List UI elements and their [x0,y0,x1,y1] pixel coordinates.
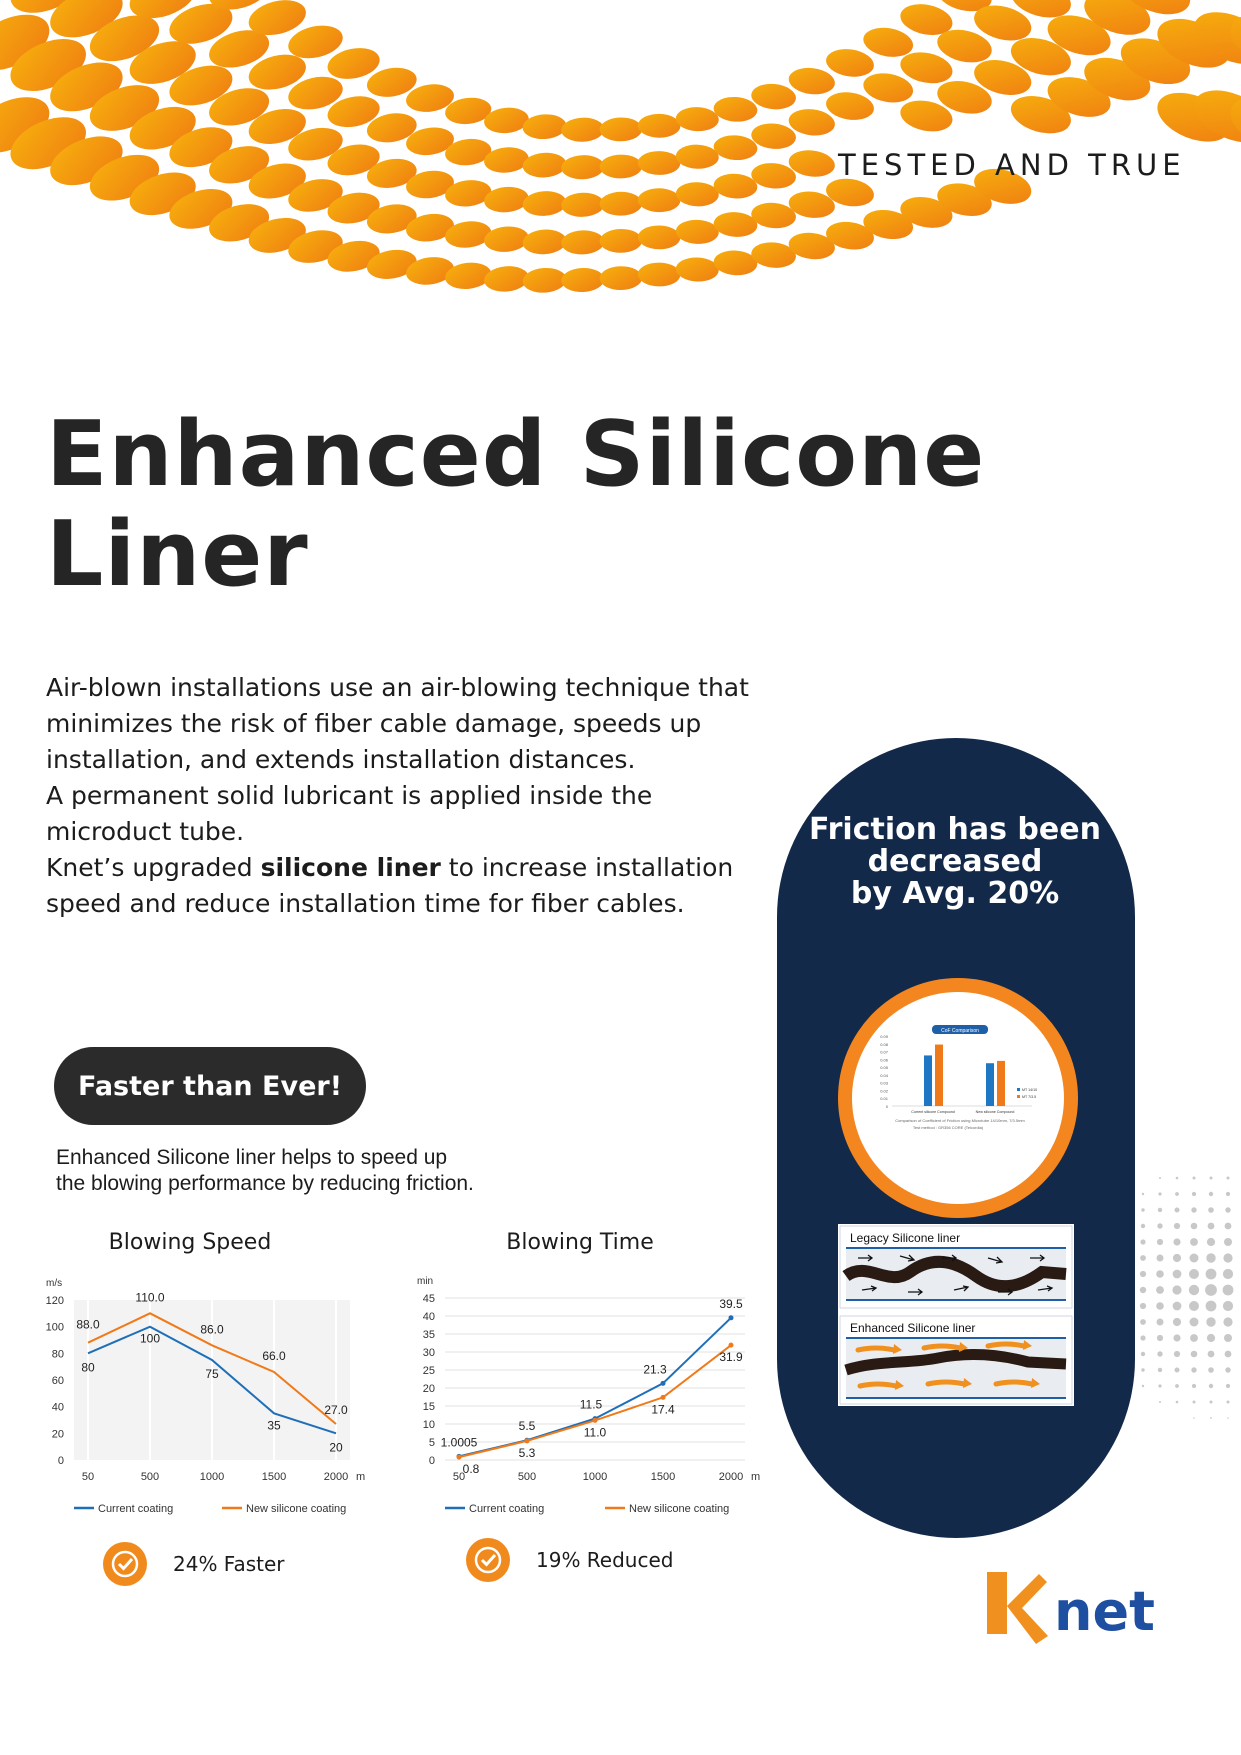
cof-bar [997,1061,1005,1106]
decor-dot [1206,1269,1217,1280]
decor-dot [1175,1384,1179,1388]
cof-y-tick: 0.06 [880,1057,888,1063]
cof-y-tick: 0.08 [880,1041,888,1047]
decorative-dots [1118,1170,1241,1430]
decor-dot [1223,1285,1234,1296]
wave-ellipse [713,172,758,199]
decor-dot [1175,1192,1179,1196]
decor-dot [1191,1223,1198,1230]
knet-logo [984,1568,1164,1648]
decor-dot [1140,1287,1146,1293]
decor-dot [1173,1270,1182,1279]
decor-dot [1226,1384,1230,1388]
data-point [593,1418,598,1423]
decor-dot [1189,1269,1199,1279]
decor-dot [1141,1208,1144,1211]
decor-dot [1192,1192,1196,1196]
decor-dot [1210,1177,1213,1180]
data-label: 86.0 [200,1322,224,1337]
decor-dot [1225,1351,1232,1358]
decor-dot [1141,1224,1145,1228]
decor-dot [1156,1286,1164,1294]
data-label: 100 [139,1331,161,1346]
intro-paragraph-2: A permanent solid lubricant is applied inside the microduct tube. [46,781,653,846]
wave-ellipse [861,24,915,60]
decor-dot [1157,1319,1164,1326]
cof-y-tick: 0.07 [880,1049,888,1055]
decor-dot [1159,1177,1161,1179]
cof-category-label: New silicone Compound [975,1110,1015,1114]
wave-ellipse [675,257,719,283]
cof-bar [935,1045,943,1106]
decor-dot [1208,1367,1214,1373]
decor-dot [1156,1270,1164,1278]
y-tick-label: 0 [57,1455,64,1467]
decor-dot [1189,1301,1199,1311]
decor-dot [1140,1319,1146,1325]
legend-label: Current coating [469,1503,545,1515]
decor-dot [1206,1301,1217,1312]
intro-text [46,670,766,922]
y-tick-label: 100 [45,1321,64,1334]
x-tick-label: 1000 [199,1471,225,1483]
wave-ellipse [599,192,642,216]
decor-dot [1223,1317,1232,1326]
wave-ellipse [638,262,681,286]
wave-ellipse [522,190,567,217]
y-tick-label: 30 [422,1347,435,1359]
time-result [466,1538,673,1582]
wave-ellipse [599,154,642,178]
blowing-time-title: Blowing Time [506,1230,654,1255]
decor-dot [1208,1351,1215,1358]
cof-legend-label: MT 14/10 [1022,1088,1038,1092]
data-point [729,1343,734,1348]
decor-dot [1142,1385,1144,1387]
data-point [525,1438,530,1443]
check-circle-icon [466,1538,510,1582]
data-label: 66.0 [262,1349,286,1363]
decor-dot [1191,1351,1198,1358]
decor-dot [1191,1207,1196,1212]
decor-dot [1158,1192,1161,1195]
cof-caption-2: Test method : GR356 CORE (Telcordia) [912,1125,984,1130]
decor-dot [1209,1192,1213,1196]
wave-ellipse [675,144,719,170]
y-tick-label: 20 [51,1428,64,1441]
faster-description-line2: the blowing performance by reducing friction. [56,1172,474,1195]
y-tick-label: 0 [428,1455,435,1467]
x-tick-label: 1000 [582,1471,608,1483]
faster-description [56,1145,474,1197]
decor-dot [1192,1384,1196,1388]
decor-dot [1227,1401,1230,1404]
decor-dot [1176,1401,1179,1404]
liner-diagram [838,1224,1074,1406]
wave-ellipse [638,225,681,249]
decor-dot [1140,1239,1145,1244]
decor-dot [1225,1223,1232,1230]
y-tick-label: 40 [51,1401,64,1414]
decor-dot [1140,1255,1146,1261]
cof-y-tick: 0.09 [880,1034,888,1039]
decor-dot [1175,1368,1180,1373]
liner-comparison-diagram [838,1224,1074,1406]
decor-dot [1157,1239,1163,1245]
legend-label: New silicone coating [629,1503,730,1515]
x-unit-label: m [751,1471,761,1483]
decor-dot [1224,1334,1232,1342]
decor-dot [1225,1207,1230,1212]
cof-caption-1: Comparison of Coefficient of Friction using Microtube 14/10mm, 7/3.5mm [895,1118,1025,1123]
decor-dot [1157,1223,1162,1228]
decor-dot [1223,1269,1233,1279]
decor-dot [1208,1207,1214,1213]
decor-dot [1210,1417,1212,1419]
y-tick-label: 45 [422,1293,435,1305]
data-label: 39.5 [719,1296,743,1311]
intro-paragraph-1: Air-blown installations use an air-blowing technique that minimizes the risk of fiber cable damage, speeds up installation, and extends installation distances. [46,673,749,774]
x-tick-label: 1500 [261,1471,287,1483]
cof-bar [986,1063,994,1106]
decor-dot [1141,1352,1145,1356]
decor-dot [1140,1335,1145,1340]
intro-paragraph-3 [46,850,766,922]
data-point [661,1395,666,1400]
cof-y-tick: 0.04 [880,1072,888,1078]
decor-dot [1227,1417,1229,1419]
cof-y-tick: 0 [885,1104,888,1109]
wave-ellipse [675,219,719,245]
logo-text: net [1054,1580,1155,1643]
legend-label: New silicone coating [246,1503,347,1515]
data-label: 20 [329,1440,343,1455]
decorative-wave [0,0,1241,370]
legend-label: Current coating [98,1503,174,1515]
data-label: 88.0 [76,1317,100,1332]
blowing-speed-title: Blowing Speed [108,1230,272,1255]
decor-dot [1156,1302,1164,1310]
decor-dot [1190,1334,1198,1342]
wave-ellipse [522,228,567,255]
cof-legend-swatch [1017,1088,1020,1091]
y-unit-label: m/s [46,1278,63,1289]
wave-ellipse [483,264,530,293]
x-tick-label: 50 [452,1471,466,1483]
page-title-line2: Liner [46,502,309,607]
time-result-label: 19% Reduced [536,1548,674,1572]
decor-dot [1158,1208,1162,1212]
faster-badge: Faster than Ever! [54,1047,366,1125]
tagline: TESTED AND TRUE [838,148,1186,182]
wave-ellipse [522,267,567,294]
decor-dot [1140,1303,1146,1309]
cof-y-tick: 0.03 [880,1080,888,1086]
x-tick-label: 2000 [718,1471,744,1483]
data-label: 31.9 [719,1350,743,1365]
faster-description-line1: Enhanced Silicone liner helps to speed up [56,1146,448,1169]
decor-dot [1157,1255,1164,1262]
cof-category-label: Current silicone Compound [911,1110,955,1114]
wave-ellipse [713,134,758,161]
data-label: 21.3 [643,1362,667,1377]
legacy-liner-label: Legacy Silicone liner [850,1231,961,1245]
decor-dot [1209,1384,1213,1388]
cof-y-tick: 0.02 [880,1088,888,1094]
data-label: 1.0005 [440,1435,478,1450]
wave-ellipse [599,266,642,290]
decor-dot [1190,1238,1198,1246]
decor-dot [1207,1238,1215,1246]
y-tick-label: 25 [422,1365,435,1377]
wave-ellipse [561,154,605,180]
decor-dot [1193,1177,1196,1180]
data-label: 0.8 [462,1462,480,1477]
wave-ellipse [824,46,876,80]
decor-dot [1206,1317,1215,1326]
intro-p3-end: to increase installation speed and reduce installation time for fiber cables. [46,853,734,918]
wave-ellipse [561,192,605,218]
cof-y-tick: 0.05 [880,1065,888,1071]
y-tick-label: 120 [45,1295,64,1307]
decor-dot [1223,1301,1233,1311]
cof-legend-swatch [1017,1095,1020,1098]
page-title-line1: Enhanced Silicone [46,402,986,507]
decor-dot [1189,1285,1199,1295]
wave-ellipse [638,151,681,175]
friction-line1: Friction has been [809,812,1101,847]
y-tick-label: 20 [422,1383,435,1395]
speed-result-label: 24% Faster [173,1552,285,1576]
decor-dot [1176,1177,1179,1180]
x-tick-label: 50 [81,1471,95,1483]
wave-ellipse [599,229,642,253]
decor-dot [1159,1401,1161,1403]
wave-ellipse [638,188,681,212]
decor-dot [1223,1253,1232,1262]
decor-dot [1173,1334,1180,1341]
data-label: 5.5 [518,1419,536,1434]
decor-dot [1190,1318,1199,1327]
decor-dot [1227,1177,1230,1180]
decor-dot [1205,1284,1217,1296]
decor-dot [1173,1318,1181,1326]
decor-dot [1141,1368,1144,1371]
y-tick-label: 15 [422,1401,435,1413]
data-point [729,1315,734,1320]
decor-dot [1173,1254,1181,1262]
x-tick-label: 2000 [323,1471,349,1483]
wave-ellipse [599,117,642,141]
data-label: 80 [81,1360,95,1375]
wave-ellipse [561,230,605,256]
data-label: 35 [267,1418,281,1433]
decor-dot [1157,1351,1162,1356]
data-label: 17.4 [651,1402,675,1417]
y-tick-label: 10 [422,1419,435,1431]
friction-line2: decreased [867,844,1043,879]
y-tick-label: 35 [422,1329,435,1341]
blowing-speed-chart [30,1265,370,1525]
blowing-time-chart [405,1270,765,1520]
wave-ellipse [522,113,567,140]
x-tick-label: 1500 [650,1471,676,1483]
decor-dot [1207,1334,1215,1342]
data-point [457,1455,462,1460]
decor-dot [1142,1193,1144,1195]
decor-dot [1206,1253,1215,1262]
data-label: 27.0 [324,1403,348,1417]
decor-dot [1157,1335,1163,1341]
decor-dot [1193,1417,1195,1419]
page-title [46,402,986,607]
y-tick-label: 40 [422,1311,435,1323]
wave-ellipse [561,267,605,293]
wave-ellipse [675,106,719,132]
data-label: 11.0 [583,1425,607,1440]
wave-ellipse [638,114,681,138]
decor-dot [1174,1223,1180,1229]
cof-y-tick: 0.01 [880,1096,888,1102]
cof-legend-label: MT 7/3.5 [1022,1095,1037,1099]
decor-dot [1174,1351,1180,1357]
decor-dot [1210,1401,1213,1404]
decor-dot [1226,1192,1230,1196]
wave-ellipse [713,96,758,123]
decor-dot [1190,1254,1199,1263]
decor-dot [1191,1367,1196,1372]
decor-dot [1208,1223,1215,1230]
y-tick-label: 80 [51,1348,64,1361]
decor-dot [1158,1384,1161,1387]
y-tick-label: 5 [428,1437,435,1449]
cof-title: CoF Comparison [941,1028,979,1034]
enhanced-liner-label: Enhanced Silicone liner [850,1321,976,1335]
y-unit-label: min [417,1276,434,1287]
wave-ellipse [561,117,605,143]
decor-dot [1158,1368,1162,1372]
decor-dot [1193,1401,1196,1404]
y-tick-label: 60 [51,1375,64,1387]
cof-bar [924,1055,932,1106]
cof-comparison-chart [852,992,1064,1204]
wave-ellipse [750,122,797,151]
decor-dot [1225,1367,1230,1372]
decor-dot [1224,1238,1232,1246]
wave-ellipse [750,82,797,111]
data-label: 5.3 [518,1445,536,1460]
x-unit-label: m [356,1471,366,1483]
x-tick-label: 500 [517,1471,537,1483]
decor-dot [1173,1302,1182,1311]
friction-heading [790,814,1120,910]
check-circle-icon [103,1542,147,1586]
data-label: 11.5 [579,1397,603,1412]
wave-ellipse [675,181,719,207]
decor-dot [1140,1271,1146,1277]
x-tick-label: 500 [140,1471,160,1483]
cof-chart-frame [852,992,1064,1204]
wave-ellipse [787,65,836,96]
data-label: 75 [205,1367,219,1381]
data-label: 110.0 [135,1290,165,1305]
decor-dot [1173,1238,1180,1245]
intro-p3-start: Knet’s upgraded [46,853,261,882]
friction-line3: by Avg. 20% [850,876,1060,911]
decor-dot [1172,1285,1181,1294]
speed-result [103,1542,285,1586]
wave-ellipse [522,151,567,178]
data-point [661,1381,666,1386]
decor-dot [1175,1208,1180,1213]
intro-p3-bold: silicone liner [260,853,441,882]
